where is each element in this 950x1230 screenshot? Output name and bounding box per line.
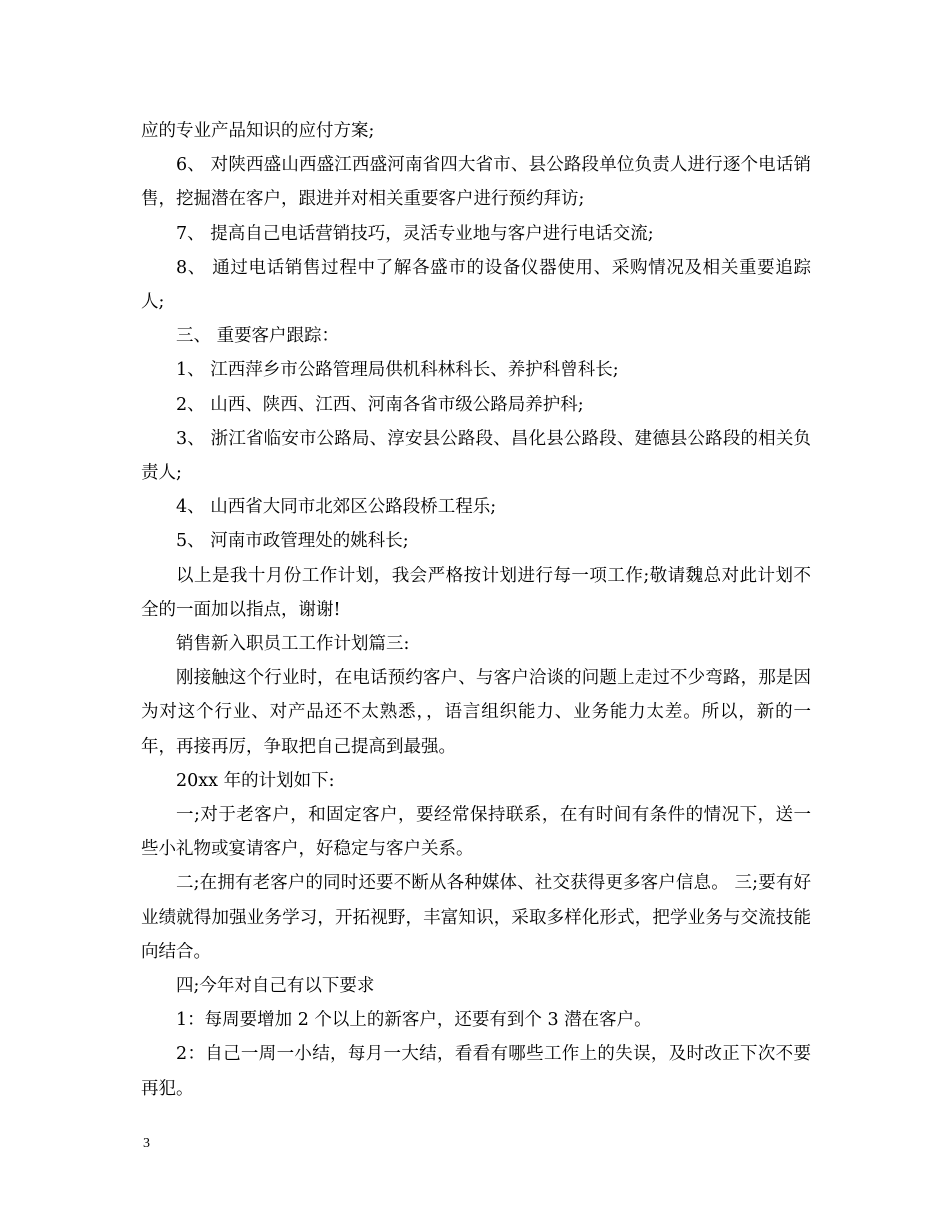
section-heading: 销售新入职员工工作计划篇三: [176,634,410,655]
document-body [141,114,811,1106]
list-item: 1：每周要增加 2 个以上的新客户，还要有到个 3 潜在客户。 [176,1010,652,1031]
paragraph: 刚接触这个行业时，在电话预约客户、与客户洽谈的问题上走过不少弯路，那是因为对这个行业、对产品还不太熟悉，，语言组织能力、业务能力太差。所以，新的一年，再接再厉，争取把自己提高到最强。 [141,668,811,757]
list-item: 3、 浙江省临安市公路局、淳安县公路段、昌化县公路段、建德县公路段的相关负责人; [141,428,811,484]
list-item: 5、 河南市政管理处的姚科长; [176,531,409,552]
list-item: 4、 山西省大同市北郊区公路段桥工程乐; [176,497,497,518]
list-item: 1、 江西萍乡市公路管理局供机科林科长、养护科曾科长; [176,360,619,381]
paragraph: 应的专业产品知识的应付方案; [141,121,375,141]
paragraph: 6、 对陕西盛山西盛江西盛河南省四大省市、县公路段单位负责人进行逐个电话销售，挖掘潜在客户，跟进并对相关重要客户进行预约拜访; [141,155,811,210]
paragraph: 20xx 年的计划如下: [176,770,335,791]
paragraph: 以上是我十月份工作计划，我会严格按计划进行每一项工作;敬请魏总对此计划不全的一面加以指点，谢谢! [141,565,811,620]
list-item: 2：自己一周一小结，每月一大结，看看有哪些工作上的失误，及时改正下次不要再犯。 [141,1044,811,1099]
paragraph: 二;在拥有老客户的同时还要不断从各种媒体、社交获得更多客户信息。 三;要有好业绩就得加强业务学习，开拓视野，丰富知识，采取多样化形式，把学业务与交流技能向结合。 [141,873,811,962]
section-heading: 三、 重要客户跟踪： [176,326,340,347]
list-item: 2、 山西、陕西、江西、河南各省市级公路局养护科; [176,394,584,415]
paragraph: 一;对于老客户，和固定客户，要经常保持联系，在有时间有条件的情况下，送一些小礼物或宴请客户，好稳定与客户关系。 [141,805,811,860]
paragraph: 四;今年对自己有以下要求 [176,976,375,997]
page-number: 3 [143,1136,150,1151]
paragraph: 7、 提高自己电话营销技巧，灵活专业地与客户进行电话交流; [176,223,654,244]
paragraph: 8、 通过电话销售过程中了解各盛市的设备仪器使用、采购情况及相关重要追踪人; [141,257,811,313]
